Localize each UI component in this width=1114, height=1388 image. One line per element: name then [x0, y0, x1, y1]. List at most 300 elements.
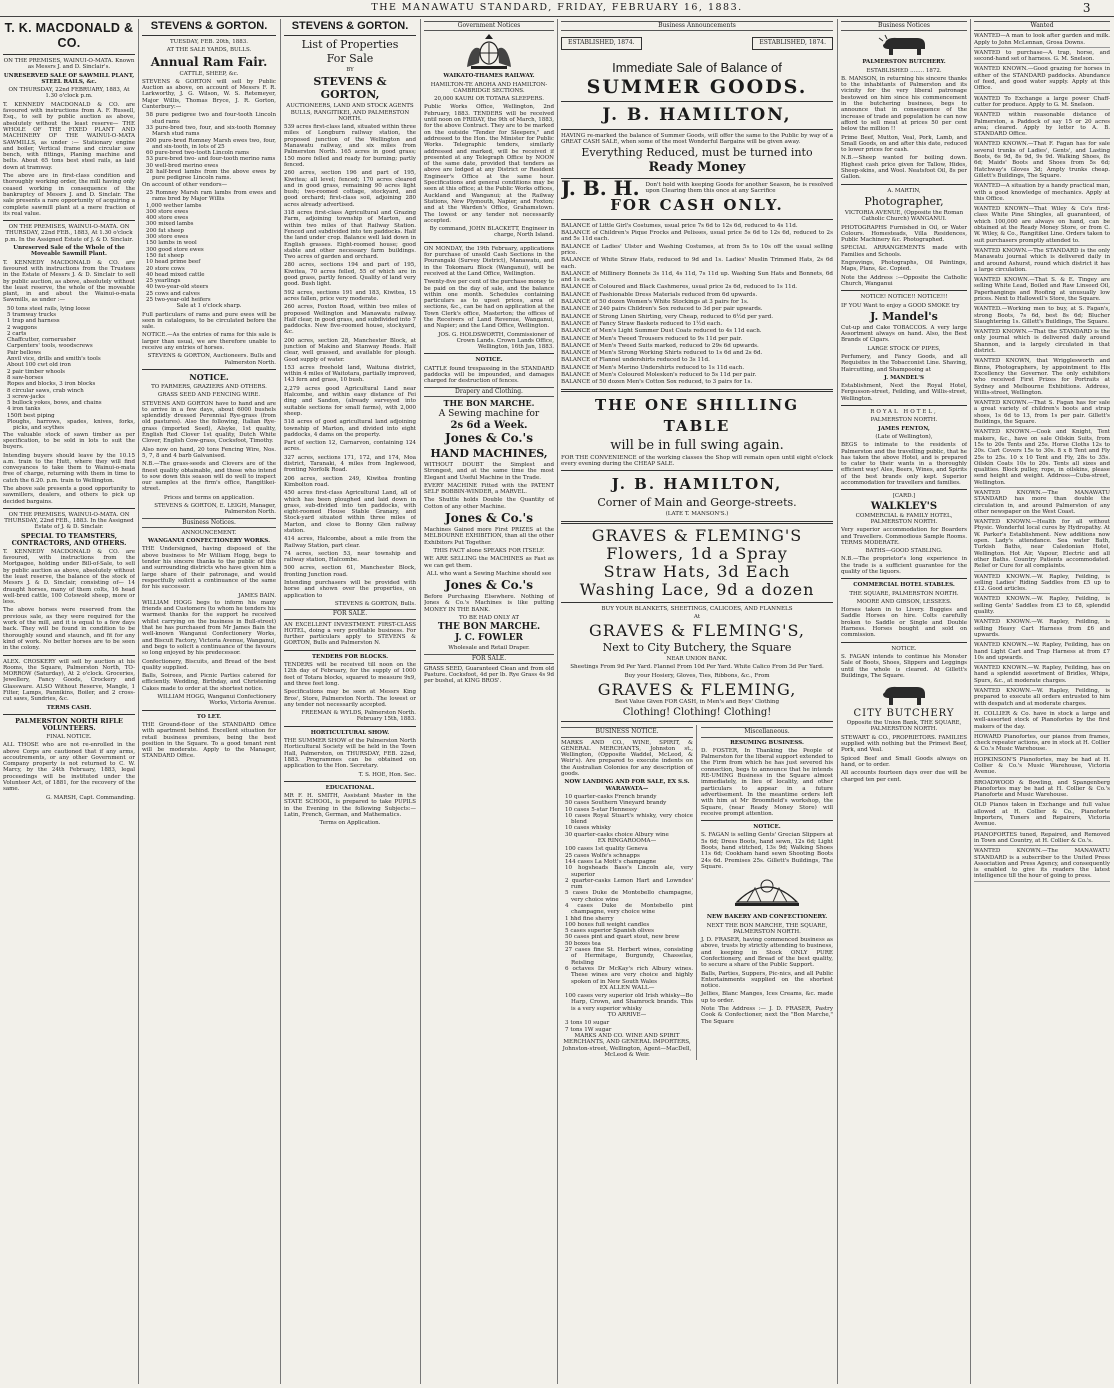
properties-title: List of Properties — [301, 38, 399, 51]
list-item: 150 fat sheep — [146, 252, 184, 259]
divider — [561, 129, 833, 130]
balance-item: BALANCE of Ladies' Ulster and Washing Costumes, at from 5s to 10s off the usual selling price. — [561, 243, 833, 256]
list-item: 10 head prime beef — [146, 259, 201, 266]
bakery-emblem-icon — [727, 872, 807, 912]
property-item: 450 acres first-class Agricultural Land, all of which has been ploughed and laid down in grass, sub-divided into ten paddocks, with eight-roomed House Stable Granary, and Stock-yard situated within three miles of Marton, and close to Bonny Glen railway station. — [284, 490, 416, 534]
list-item: 4 cases Duke de Montebello pint champagne, very choice wine — [565, 903, 693, 916]
column-rule — [420, 19, 421, 1384]
paragraph: RESUMING BUSINESS. — [730, 739, 804, 746]
marks-list — [561, 846, 693, 985]
list-item: 7 tons 1W sugar — [565, 1026, 612, 1033]
premises: ON THE PREMISES, WAINUI-O-MATA. Known as Messrs J. and D. Sinclair's. — [3, 58, 135, 71]
paragraph: T. KENNEDY MACDONALD & CO. are favoured with instructions from the Trustees in the Estate of Messrs J. & D. Sinclair to sell by public auction, as above, absolutely without the least reserve, the whole of the moveable plant, in and about the Wainui-o-mata Sawmills, as under :— — [3, 259, 135, 304]
paragraph: NEXT THE BON MARCHE, THE SQUARE, PALMERSTON NORTH. — [706, 922, 828, 935]
balance-item: BALANCE of Strong Linen Shirting, very Cheap, reduced to 6½d per yard. — [561, 313, 774, 320]
wanted-ad: H. COLLIER & Co. have in stock a large and well-assorted stock of Pianofortes by the first makers of the day. — [974, 711, 1110, 732]
paragraph: Machines Gained more First PRIZES at the MELBOURNE EXHIBITION, than all the other Exhibitors Put Together. — [424, 527, 554, 546]
photographer-heading: Photographer, — [864, 194, 944, 208]
paragraph: Unreserved Sale of the Whole of the Moveable Sawmill Plant. — [13, 245, 125, 258]
list-item: 2 pair timber whools — [7, 368, 65, 375]
paragraph: Engravings, Photographs, Oil Paintings, Maps, Plans, &c. Copied. — [841, 260, 967, 273]
list-item: 1 hhd fine sherry — [565, 915, 614, 922]
paragraph: BEGS to intimate to the residents of Palmerston and the travelling public, that he has taken the above Hotel, and is prepared to cater to their wants in a thoroughly efficient way! Ales, Beers, Wines, and Spirits of the best brands only kept. Superior accommodation for travellers and families. — [841, 442, 967, 487]
property-item: 414 acres, Halcombe, about a mile from the Railway Station, part clear. — [284, 536, 416, 549]
bon-marche-title: THE BON MARCHE. — [443, 397, 535, 408]
property-item: 518 acres of good agricultural land adjoining township of Marton, and divided into eight paddocks, 4 dams on the property. — [284, 419, 416, 438]
marks-list — [561, 993, 693, 1012]
next-to-butchery: Next to City Butchery, the Square — [602, 641, 792, 655]
wanted-ad: WANTED to purchase—A trap, horse, and second-hand set of harness. G. M. Snelson. — [974, 50, 1110, 65]
paragraph: EX RINGAROOMA— — [597, 838, 657, 845]
paragraph: TO LET. — [196, 713, 222, 720]
paragraph: MR F. H. SMITH, Assistant Master in the STATE SCHOOL, is prepared to take PUPILS in the Evening in the following Subjects:— Latin, French, German, and Mathematics. — [284, 793, 416, 818]
paragraph: IF YOU Want to enjoy a GOOD SMOKE try — [841, 302, 960, 309]
washing-lace-price: Washing Lace, 9d a dozen — [579, 579, 815, 599]
paragraph: WILLIAM HOGG begs to inform his many friends and Customers (to whom he tenders his warmest thanks for the support he received whilst carrying on the business in Bull-street) that he has purchased from Mr James Bain the well-known Wanganui Confectionery Works, and Biscuit Factory, Victoria Avenue, Wanganui, and begs to solicit a continuance of the favours so long enjoyed by his predecessor. — [142, 599, 276, 657]
paragraph: GRASS SEED AND FENCING WIRE. — [157, 392, 261, 399]
section-header: Drapery and Clothing. — [424, 387, 554, 397]
paragraph: Horses taken in to Livery. Buggies and Saddle Horses on hire. Colts carefully broken to Saddle or Single and Double Harness. Horses bought and sold on commission. — [841, 607, 967, 639]
paragraph: On account of other vendors— — [142, 181, 228, 188]
paragraph: B. MANSON, in returning his sincere thanks to the inhabitants of Palmerston and its vicinity for the very liberal patronage bestowed on him since his commencement in the butchering business, begs to announce that in consequence of the increase of trade and population he can now afford to sell meat at prices 50 per cent below the million !! — [841, 75, 967, 133]
paragraph: THE SUMMER SHOW of the Palmerston North Horticultural Society will be held in the Town Hall, Palmerston, on THURSDAY, FEB. 22nd, 1883. Programmes can be obtained on application to the Hon. Secretary. — [284, 738, 416, 770]
paragraph: (Late of Wellington), — [875, 433, 933, 440]
wanted-ad: PIANOFORTES tuned, Repaired, and Removed in Town and Country, at H. Collier & Co.'s. — [974, 832, 1110, 847]
stevens-name: STEVENS & GORTON, — [313, 75, 387, 102]
list-item: 10 cases 5-star Hennessy — [565, 806, 638, 813]
paragraph: Terms on Application. — [319, 820, 381, 827]
balance-item: BALANCE of 50 dozen Men's Cotton Sox reduced, to 3 pairs for 1s. — [561, 379, 753, 386]
list-item: 144 cases La Mott's champagne — [565, 858, 657, 865]
jbh-row — [561, 176, 833, 201]
paragraph: Prices and terms on application. — [163, 494, 255, 501]
list-item: 200 fat sheep — [146, 227, 184, 234]
paragraph: Jellies, Blanc Manges, Ices Creams, &c. made up to order. — [701, 991, 833, 1004]
list-item: 5 bullock yokes, bows, and chains — [7, 400, 102, 407]
bon-marche-title: THE BON MARCHE. — [437, 622, 541, 633]
paragraph: NOTICE.—As the entries of rams for this sale is larger than usual, we are therefore unable to receive any entries of horses. — [142, 332, 276, 352]
divider — [284, 650, 416, 651]
paragraph: THIS FACT alone SPEAKS FOR ITSELF. — [433, 547, 545, 554]
list-item: 1,000 wether lambs — [146, 202, 202, 209]
paragraph: Balls, Parties, Suppers, Pic-nics, and all Public Entertainments supplied on the shortest notice. — [701, 970, 833, 990]
paragraph: STEVENS & GORTON will sell by Public Auction as above, on account of Messrs F. R. Larkworthy, J. G. Wilson, W. S. Retemeyer, Major Willis, Thomas Bryce, J. R. Gorton, Canterbury:— — [142, 78, 276, 111]
list-item: 25 yearlings — [146, 278, 181, 285]
wanted-ad: WANTED KNOWN.—Cook and Knight, Tent makers, &c., have on sale Oilskin Suits, from 15s to 20s Tents and 25s. Horse Cloths 12s to 20s. Cart Covers 15s to 30s. 8 x 8 Tent and Fly 25s to 25s. 10 x 10 Tent and Fly, 28s to 35s. Oilskin Coats 10s to 20s. Tents all sizes and qualities. Block pulley, rope, in oilskins, please send height and weight. Address—Cuba-street, Wellington. — [974, 429, 1110, 488]
wanted-ad: WANTED KNOWN—That Wiley & Co's first-class White Pine Shingles, all guaranteed, of which 100,000 are always on hand, can be obtained at the Ready Money Store, or from C. W. Wiley, & Co., Rangitikei Line. Orders taken to suit purchasers promptly attended to. — [974, 206, 1110, 246]
list-item: 300 store ewes — [146, 208, 189, 215]
paragraph: COMMERCIAL HOTEL STABLES. — [853, 582, 955, 589]
divider — [142, 710, 276, 711]
list-item: 300 mixed lambs — [146, 221, 194, 228]
paragraph: BUY YOUR BLANKETS, SHEETINGS, CALICOES, AND FLANNELS — [601, 605, 793, 612]
wanted-ad: HOPKINSON'S Pianofortes, may be had at H. Collier & Co.'s Music Warehouse, Victoria Avenue. — [974, 757, 1110, 778]
paragraph: PALMERSTON BUTCHERY. — [862, 59, 946, 66]
list-item: 1 trap and harness — [7, 318, 60, 325]
balance-item: BALANCE of Men's Tweed Suits marked, reduced to 29s 6d upwards. — [561, 342, 759, 349]
list-item: 10 quarter-casks French brandy — [565, 793, 657, 800]
list-item: 40 head mixed cattle — [146, 271, 205, 278]
signature: By command, JOHN BLACKETT, Engineer in charge, North Island. — [429, 226, 554, 239]
paragraph: Establishment, Next the Royal Hotel, Fergusson-street, Feilding, and Willis-street, Wellington. — [841, 383, 967, 402]
section-header: Business Announcements — [561, 21, 833, 31]
signature: T. S. HOE, Hon. Sec. — [358, 771, 416, 778]
paragraph: PALMERSTON NORTH. — [870, 417, 938, 424]
balance-item: BALANCE of Men's Light Summer Dust Coats reduced to 4s 11d each. — [561, 328, 762, 335]
list-item: 300 good store ewes — [146, 246, 204, 253]
paragraph: N.B.—The grass-seeds and Clovers are of the finest quality obtainable, and those who intend to sow down this season will do well to inspect our samples at the firm's office, Rangitikei-street. — [142, 461, 276, 493]
list-item: 200 pure-bred Romney Marsh ewes two, four, and six-tooth, in lots of 25 — [146, 137, 276, 150]
wanted-ad: WANTED KNOWN.—W. Rapley, Feilding, is prepared to execute all orders entrusted to him with despatch and at moderate charges. — [974, 688, 1110, 709]
property-item: 318 acres first-class Agricultural and Grazing Farm, adjoining township of Marton, and within two miles of that Railway Station. Fenced and subdivided into ten paddocks. Half the land under crop. Balance well laid down in English grasses. Eight-roomed house; good stable and other necessary farm buildings. Two acres of garden and orchard. — [284, 210, 416, 261]
list-item: 50 cases Southern Vineyard brandy — [565, 800, 667, 807]
list-item: 50 cases pint and quart stout, new brew — [565, 934, 680, 941]
paragraph: JAMES FENTON, — [878, 425, 930, 432]
paragraph: D. FOSTER, In Thanking the People of Palmerston for the liberal support extended to the Firm from which he has just severed his connection, begs to announce that he intends RE-UMING Business in the Square almost immediately, in lieu of locality, and other particulars to appear in a future advertisement. In the meantime orders left with him at Mr Broomfield's workshop, the Square, (near Ready Money Store) will receive prompt attention. — [701, 747, 833, 817]
paragraph: THE Ground-floor of the STANDARD Office with apartment behind. Excellent situation for retail business premises, being the best position in the Square. To a good tenant rent will be moderate. Apply to the Manager, STANDARD Office. — [142, 721, 276, 760]
signature: WILLIAM HOGG, Wanganui Confectionery Works, Victoria Avenue. — [157, 694, 276, 707]
list-item: 4 iron tanks — [7, 406, 41, 413]
paragraph: GRASS SEED, Guaranteed Clean and from old Pasture. Cocksfoot, 4d per lb. Rye Grass 4s 9d per bushel, at KING BROS'. — [424, 665, 554, 685]
list-item: 28 half-bred lambs from the above ewes by pure pedigree Lincoln rams. — [146, 169, 276, 182]
wanted-ads — [974, 33, 1110, 881]
list-item: 53 pure-bred two- and four-tooth merino rams — [146, 156, 276, 163]
paragraph: [CARD.] — [892, 493, 916, 500]
jones-heading: Jones & Co.'s — [445, 578, 533, 593]
property-item: 74 acres, section 53, near township and railway station, Halcombe. — [284, 550, 416, 564]
balance-item: BALANCE of White Straw Hats, reduced to 9d and 1s. Ladies' Muslin Trimmed Hats, 2s 6d each. — [561, 257, 833, 270]
property-item: 206 acres, section 249, Kiwitea fronting Kimbolton road. — [284, 475, 416, 488]
paragraph: ALEX. CROSKERY will sell by auction at his Rooms, the Square, Palmerston North, TO-MORROW (Saturday), At 2 o'clock. Groceries, Jewellery, Fancy Goods, Crockery and Glassware. ALSO Without Reserve, Mangle, 1 Filter, Lamps, Pannikins, Boiler, and 2 cross-cut saws, Sundries, &c. — [3, 658, 135, 703]
list-item: 40 two-year-old steers — [146, 284, 209, 291]
bull-icon — [877, 33, 931, 57]
bottom-split — [561, 725, 833, 1060]
masthead — [0, 0, 1114, 17]
paragraph: J. D. FRASER, having commenced business as above, trusts by strictly attending to business, and keeping in Stock ONLY PURE Confectionery, and Bread of the best quality, to secure a share of the Public Support. — [701, 937, 833, 969]
property-list — [284, 124, 416, 578]
marks-list — [561, 794, 693, 838]
list-item: Ropes and blocks, 3 iron blocks — [7, 381, 96, 388]
signature: STEVENS & GORTON, E. LEIGH, Manager, Palmerston North. — [154, 503, 276, 516]
divider — [841, 290, 967, 291]
paragraph: THE SQUARE, PALMERSTON NORTH. — [849, 590, 959, 597]
balance-list — [561, 223, 833, 386]
list-item: 100 cases 1st quality Geneva — [565, 846, 648, 853]
list-item: 400 store ewes — [146, 215, 189, 222]
wanted-ad: WANTED KNOWN.—Health for all without Physic. Wonderful local cures by Hydropathy. At W. Parker's Establishment. New additions now open. Lady's attendance. Sea water Bath, Turkish Baths, near Caledonian Hotel, Wellington. Hot Air, Vapour, Electric and all other Baths. Country Patients accommodated. Relief or Cure for all complaints. — [974, 519, 1110, 571]
paragraph: WANGANUI CONFECTIONERY WORKS. — [148, 538, 270, 545]
divider — [284, 726, 416, 727]
heading-stevens: STEVENS & GORTON. — [150, 20, 268, 32]
wanted-ad: WANTED KNOWN.—W. Rapley, Feilding, is selling Gents' Saddles from £3 to £8, splendid quality. — [974, 596, 1110, 617]
column-rule — [138, 19, 139, 1384]
divider — [3, 220, 135, 221]
paragraph: HORTICULTURAL SHOW. — [310, 729, 390, 736]
paragraph: LARGE STOCK OF PIPES, — [867, 345, 941, 352]
property-item: 500 acres, section 61, Manchester Block, fronting Junction road. — [284, 565, 416, 578]
paragraph: NEAR UNION BANK. — [666, 656, 728, 663]
signature: JOS. G. HOLDSWORTH, Commissioner of Crown Lands. Crown Lands Office, Wellington, 16th Jan, 1883. — [438, 331, 554, 351]
wanted-ad: WANTED KNOWN.—That the STANDARD is the only journal which is delivered daily around Shannon, and is largely circulated in that district. — [974, 329, 1110, 356]
paragraph: TO FARMERS, GRAZIERS AND OTHERS. — [151, 383, 267, 390]
divider — [142, 35, 276, 36]
paragraph: Note the Address :—Opposite the Catholic Church, Wanganui — [841, 274, 967, 287]
walkley-heading: WALKLEY'S — [870, 500, 938, 512]
section-header: FOR SALE. — [424, 654, 554, 664]
clothing-heading: Clothing! Clothing! Clothing! — [622, 707, 772, 719]
property-item: 327 acres, sections 171, 172, and 174, Moa district, Taranaki, 4 miles from Inglewood, fronting Norfolk Road. — [284, 454, 416, 474]
list-item: 5 cases Duke de Montebello champagne, very choice wine — [565, 890, 693, 903]
paragraph: T. KENNEDY MACDONALD & CO. are favoured, with instructions from the Mortgagee, holding under Bill-of-Sale, to sell by public auction as above, absolutely without the least reserve, the balance of the stock of Messrs J. & D. Sinclair, consisting of— 14 draught horses, many of them colts, 16 head well-bred cattle, 100 Cotswold sheep, more or less. — [3, 548, 135, 606]
divider — [284, 781, 416, 782]
list-item: 150ft best piping — [7, 412, 55, 419]
list-item: 6 octaves Dr McKay's rich Albury wines. These wines are very choice and highly spoken of in New South Wales — [565, 965, 693, 985]
column-rule — [970, 19, 971, 1384]
property-item: 2,279 acres good Agricultural Land near Halcombe, and within easy distance of Fei ding and Sandon, (already surveyed into suitable sections for small farms), with 2,000 sheep. — [284, 385, 416, 417]
column-5 — [561, 19, 833, 1381]
section-header: FOR SALE. — [284, 609, 416, 619]
paragraph: Wholesale and Retail Draper. — [448, 645, 530, 652]
divider — [841, 489, 967, 490]
balance-item: BALANCE of Children's Pique Frocks and Pelisses, usual price 5s 6d to 12s 6d, reduced to 2s and 5s 11d each. — [561, 230, 833, 243]
divider — [142, 369, 276, 370]
list-item: 25 Romney Marsh ram lambs from ewes and rams bred by Major Willis — [146, 189, 276, 203]
list-item: Chaffcutter, cornerusher — [7, 337, 76, 344]
divider — [841, 184, 967, 185]
wanted-ad: WANTED KNOWN.—That F. Fagan has for sale several trunks of Ladies', Gents', and Lasting Boots, 6s 9d, 8s 9d, 9s 9d. Walking Shoes, 8s 6d; Maids' Boots and Shoes from 5s 6d; Hatchway's Gloves 3d; Ampty trunks cheap. Gillett's Buildings, The Square. — [974, 141, 1110, 181]
paragraph: Best Value Given FOR CASH, in Men's and Boys' Clothing — [614, 698, 780, 705]
paragraph: N.B.—Sheep wanted for boiling down. Highest cash price given for Tallow, Hides, Sheep-skins, and Wool. Neatsfoot Oil, 8s per Gallon. — [841, 155, 967, 181]
paragraph: Before Purchasing Elsewhere. Nothing of Jones & Co.'s Machines is like putting MONEY IN THE BANK. — [424, 594, 554, 613]
balance-item: BALANCE of Men's Merino Undershirts reduced to 1s 11d each. — [561, 364, 745, 371]
paragraph: CATTLE found trespassing in the STANDARD paddocks will be impounded, and damages charged for destruction of fences. — [424, 365, 554, 385]
graves-fleming-heading: GRAVES & FLEMING'S — [591, 525, 803, 545]
balance-item: BALANCE of Men's Strong Working Shirts reduced to 1s 6d and 2s 6d. — [561, 350, 763, 357]
paragraph: Note The Address :— J. D. FRASER, Pastry Cook & Confectioner, next the "Bon Marche," The Square — [701, 1006, 833, 1025]
column-1 — [3, 19, 135, 1381]
paragraph: NOTICE! NOTICE!! NOTICE!!! — [860, 294, 948, 301]
divider — [561, 470, 833, 471]
jones-heading: Jones & Co.'s — [445, 430, 533, 445]
paragraph: Buy your Hosiery, Gloves, Ties, Ribbons, &c., From — [624, 672, 770, 679]
ox-icon — [877, 681, 931, 707]
paragraph: 20,000 KAURI OR TOTARA SLEEPERS. — [434, 96, 544, 103]
divider — [3, 508, 135, 509]
list-item: 25 two-year-old heifers — [146, 296, 211, 303]
ram-list — [142, 112, 276, 181]
property-item: Part of section 12, Carnarvon, containing 124 acres. — [284, 440, 416, 453]
wanted-ad: WANTED KNOWN.—The MANAWATU STANDARD is a subscriber to the United Press Association and Press Agency, and consequently is enabled to give its readers the latest intelligence till the hour of going to press. — [974, 848, 1110, 881]
paragraph: PHOTOGRAPHS Furnished in Oil, or Water Colours. Homesteads, Villa Residences, Public Machinery &c. Photographed. — [841, 224, 967, 244]
balance-item: BALANCE of 50 dozen Women's White Stockings at 3 pairs for 1s. — [561, 299, 749, 306]
list-item: 50 tons steel rails, lying loose — [7, 305, 91, 312]
paragraph: S. FAGAN is selling Gents' Grecian Slippers at 5s 6d; Dress Boots, hand sewn, 12s 6d; Light Boots, hand stitched, 13s 9d; Walking Shoes 11s 6d; Cookham hand sewn Shooting Boots 24s 6d. Premises 25s. Gillett's Buildings, The Square. — [701, 832, 833, 870]
list-item: 20 store cows — [146, 265, 185, 272]
divider — [284, 35, 416, 36]
paragraph: The above horses were reserved from the previous sale, as they were required for the work of the mill, and it is equal to a few days back. They will be found in condition to be thoroughly sound and staunch, and fit for any kind of work. No better horses are to be seen in the colony. — [3, 607, 135, 652]
divider — [424, 242, 554, 243]
section-header: Business Notices. — [142, 518, 276, 528]
paragraph: The Shuttle holds Double the Quantity of Cotton of any other Machine. — [424, 497, 554, 510]
column-3 — [284, 19, 416, 1381]
divider — [561, 101, 833, 102]
hamilton-name: J. B. HAMILTON, — [611, 475, 783, 494]
wanted-ad: WANTED—A man to look after garden and milk. Apply to John McLennan, Grosa Downs. — [974, 33, 1110, 48]
paragraph: TUESDAY, FEB. 20th, 1883. — [169, 39, 249, 45]
list-item: 100 cases very superior old Irish whisky—Bo Harp, Crown, and Shamrock brands. This is a very superior whisky — [565, 993, 693, 1012]
list-item: 10 cases Royal Stuart's whisky, very choice blend — [565, 812, 693, 826]
divider — [561, 521, 833, 524]
paragraph: VICTORIA AVENUE, (Opposite the Roman Catholic Church) WANGANUI. — [844, 209, 964, 223]
paragraph: T. KENNEDY MACDONALD & CO. are favoured with instructions from A. F. Russell, Esq., to sell by public auction as above, absolutely without the least reserve— THE WHOLE OF THE FIXED PLANT AND MACHINERY OF THE WAINUI-O-MATA SAWMILLS, as under :— Stationary engine and boiler, Vertical frame and circular saw bench, with fittings, Planing machine and belts. About 65 tons best steel rails, as laid down at tramway. — [3, 101, 135, 171]
paragraph: PALMERSTON NORTH RIFLE VOLUNTEERS. — [15, 716, 123, 732]
established-row — [561, 37, 833, 49]
paragraph: HAMILTON-TE AROHA AND HAMILTON-CAMBRIDGE SECTIONS. — [430, 81, 548, 94]
divider — [3, 655, 135, 656]
wanted-ad: WANTED KNOWN.—That S. & E. Tingey are selling White Lead, Boiled and Raw Linseed Oil, Paperhangings and Roofing at unusually low prices. Next to Hallowell's Store, the Square. — [974, 277, 1110, 304]
paragraph: TENDERS will be received till noon on the 12th day of February, for the supply of 1000 feet of Totara blocks, squared to measure 9x9, and three feet long. — [284, 662, 416, 687]
jbh-initials: J. B. H. — [561, 176, 640, 201]
paragraph: ROYAL HOTEL, — [870, 409, 938, 416]
page-number: 3 — [1082, 1, 1092, 15]
paragraph: MOORE AND GIBSON, LESSEES. — [856, 598, 952, 605]
wanted-ad: WANTED KNOWN.—W. Rapley, Feilding, is selling Heavy Cart Harness from £6 and upwards. — [974, 619, 1110, 640]
shilling-table-heading: THE ONE SHILLING TABLE — [594, 395, 800, 435]
list-item: 27 cases fine St. Herbert wines, consisting of Hermitage, Burgundy, Chasselas, Reisling — [565, 947, 693, 966]
jones-heading: Jones & Co.'s — [445, 511, 533, 526]
graves-fleming-heading: GRAVES & FLEMING, — [597, 679, 797, 699]
paragraph: At — [693, 613, 701, 620]
property-item: 260 acres, Foxton Road, within two miles of proposed Wellington and Manawatu railway. Half clear, in good grass, and subdivided into 7 paddocks. New five-roomed house, stockyard, &c. — [284, 304, 416, 336]
hand-machines-heading: HAND MACHINES, — [430, 446, 548, 460]
divider — [561, 389, 833, 392]
divider — [841, 642, 967, 643]
wanted-ad: WANTED KNOWN.—Good grazing for horses in either of the STANDARD paddocks. Abundance of feed, and good water supply. Apply at this Office. — [974, 66, 1110, 93]
paragraph: EDUCATIONAL. — [325, 784, 375, 791]
masthead-title: THE MANAWATU STANDARD, FRIDAY, FEBRUARY 16, 1883. — [371, 2, 743, 13]
summer-goods-heading: SUMMER GOODS. — [586, 75, 808, 98]
paragraph: Balls, Soirees, and Picnic Parties catered for efficiently. Wedding, Birthday, and Christening Cakes made to order at the shortest notice. — [142, 673, 276, 692]
heading-stevens: STEVENS & GORTON. — [291, 20, 409, 32]
full-swing-heading: will be in full swing again. — [610, 437, 784, 453]
everything-reduced: Everything Reduced, must be turned into — [581, 146, 813, 160]
paragraph: MARKS AND CO., WINE, SPIRIT, & GENERAL MERCHANTS, Johnston st., Wellington, (Opposite Waddel, McLeod, & Weir's). Are prepared to execute indents on the Australian Colonies for any description of goods. — [561, 739, 693, 778]
paragraph: ANNOUNCEMENT. — [181, 529, 237, 536]
paragraph: TERMS CASH. — [46, 704, 92, 711]
paragraph: WAIKATO-THAMES RAILWAY. — [443, 73, 535, 80]
wanted-ad: WANTED KNOWN.—W. Rapley, Feilding, has on hand Light Cart and Trap Harness at from £7 10s and upwards. — [974, 642, 1110, 663]
paragraph: TO ARRIVE— — [607, 1012, 647, 1019]
flowers-price: Flowers, 1d a Spray — [606, 543, 788, 563]
signature: JAMES BAIN. — [238, 592, 276, 599]
list-item: 8 saw-horses — [7, 374, 44, 381]
property-item: 153 acres freehold land, Waituna district, within 4 miles of Waitotara, partially improved, 143 fern and grass, 10 bush. — [284, 364, 416, 384]
paragraph: S. FAGAN intends to continue his Monster Sale of Boots, Shoes, Slippers and Leggings until the whole is cleared. At Gillett's Buildings, The Square. — [841, 653, 967, 679]
balance-item: BALANCE of Little Girl's Costumes, usual price 7s 6d to 12s 6d, reduced to 4s 11d. — [561, 222, 798, 229]
paragraph: Spiced Beef and Small Goods always on hand, or to order. — [841, 755, 967, 768]
divider — [424, 353, 554, 354]
paragraph: ALL who want a Sewing Machine should see — [426, 570, 552, 577]
corner-address: Corner of Main and George-streets. — [597, 496, 797, 510]
paragraph: ON MONDAY, the 19th February, applications for purchase of unsold Cash Sections in the Pourangaki (Survey District), Manawatu, and in the Tokomaru Block (Wanganui), will be received at the Land Office, Wellington. — [424, 245, 554, 277]
paragraph: EVERY MACHINE Fitted with the PATENT SELF BOBBIN-WINDER, a MARVEL. — [424, 482, 554, 496]
paragraph: SPECIAL ARRANGEMENTS made with Families and Schools. — [841, 245, 967, 258]
balance-item: BALANCE of Flannel undershirts reduced to 3s 11d. — [561, 357, 710, 364]
list-item: 3 screw-jacks — [7, 393, 45, 400]
paragraph: ESTABLISHED ........ 1872. — [866, 67, 942, 74]
sewing-machine-heading: A Sewing machine for — [438, 408, 540, 419]
paragraph: Very superior accommodation for Boarders and Travellers. Commodious Sample Rooms. TERMS MODERATE. — [841, 527, 967, 546]
list-item: 25 cases Wolfe's schnapps — [565, 852, 640, 859]
property-item: 592 acres, sections 191 and 183, Kiwitea, 15 acres fallen, price very moderate. — [284, 289, 416, 302]
established-label: ESTABLISHED, 1874. — [561, 37, 642, 49]
wanted-ad: BROADWOOD & Bowling, and Spangenberg Pianofortes may be had at H. Collier & Co.'s Pianoforte and Music Warehouse. — [974, 780, 1110, 801]
property-item: 260 acres, section 196 and part of 195, Kiwitea; all level; fenced; 170 acres cleared and in good grass, remaining 90 acres light bush; two-roomed cottage, stockyard, and good orchard; first-class soil, adjoining 280 acres already advertised. — [284, 170, 416, 208]
cash-only-heading: FOR CASH ONLY. — [610, 195, 784, 214]
divider — [3, 54, 135, 55]
list-item: Anvil vice, drills and smith's tools — [7, 356, 101, 363]
sale-date: ON THURSDAY, 22nd FEBRUARY, 1883, At 1.30 o'clock p.m. — [8, 87, 130, 100]
paragraph: (LATE T. MANSON'S.) — [665, 511, 729, 518]
list-item: 10 hogsheads Bass's Lincoln ale, very superior — [565, 865, 693, 878]
paragraph: NOTICE. — [753, 824, 781, 831]
paragraph: Cut-up and Cake TOBACCOS. A very large Assortment always on hand. Also, the Best Brands of Cigars. — [841, 324, 967, 344]
paragraph: NOW LANDING AND FOR SALE, EX S.S. WARAWATA— — [564, 779, 690, 792]
balance-item: BALANCE of Men's Coloured Molesken's reduced to 5s 11d per pair. — [561, 372, 757, 379]
paragraph: J. MANDEL'S — [884, 374, 924, 381]
column-4 — [424, 19, 554, 1381]
paragraph: Sale at 1 o'clock sharp. — [176, 303, 242, 310]
signature: STEVENS & GORTON, Bulls. — [334, 600, 416, 607]
heading-macdonald: T. K. MACDONALD & CO. — [4, 21, 134, 50]
for-sale-title: For Sale — [326, 52, 374, 65]
balance-item: BALANCE of Coloured and Black Cashmeres, usual price 2s 6d, reduced to 1s 11d. — [561, 284, 798, 291]
paragraph: FINAL NOTICE. — [46, 733, 92, 740]
paragraph: CATTLE, SHEEP, &c. — [179, 70, 239, 77]
section-header: Wanted — [974, 21, 1110, 31]
paragraph: Full particulars of rams and pure ewes will be seen in catalogues, to be circulated before the sale. — [142, 311, 276, 331]
list-item: 33 pure-bred two, four, and six-tooth Romney Marsh stud rams — [146, 124, 276, 138]
ready-money: Ready Money — [648, 160, 746, 176]
sale-heading: Immediate Sale of Balance of — [612, 59, 782, 75]
paragraph: NOTICE. — [475, 357, 503, 364]
section-header: Business Notices — [841, 21, 967, 31]
list-item: 2 waggons — [7, 324, 37, 331]
stock-list — [142, 190, 276, 303]
plant-list — [3, 306, 135, 432]
paragraph: WITHOUT DOUBT the Simplest and Strongest, and at the same time the most Elegant and Useful Machine in the Trade. — [424, 461, 554, 481]
list-item: 50 boxes tea — [565, 940, 601, 947]
wanted-ad: WANTED To Exchange a large power Chaff-cutter for produce. Apply to G. M. Snelson. — [974, 96, 1110, 111]
mandel-heading: J. Mandel's — [870, 309, 938, 323]
paragraph: All accounts fourteen days over due will be charged ten per cent. — [841, 770, 967, 783]
paragraph: ON THE PREMISES, WAINUI-O-MATA. ON THURSDAY, 22nd FEB., 1883. In the Assigned Estate of J. & D. Sinclair. — [4, 511, 134, 531]
notice-heading: NOTICE. — [189, 371, 229, 382]
column-2 — [142, 19, 276, 1381]
paragraph: Sheetings From 9d Per Yard. Flannel From 10d Per Yard. White Calico From 3d Per Yard. — [570, 664, 824, 671]
wanted-ad: WANTED KNOWN, that Wrigglesworth and Binns, Photographers, by appointment to His Excellency the Governor. The only exhibitors who received First Prizes for Portraits at Sydney and Melbourne Exhibitions. Address, Willis-street, Wellington. — [974, 358, 1110, 398]
ram-fair-title: Annual Ram Fair. — [150, 54, 268, 69]
wanted-ad: WANTED KNOWN.—W. Rapley, Feilding, is selling Ladies' Riding Saddles from £5 up to £12. Good articles. — [974, 574, 1110, 595]
paragraph: BATHS—GOOD STABLING. — [865, 548, 943, 555]
divider — [561, 219, 833, 220]
paragraph: BY — [346, 67, 354, 73]
price-heading: 2s 6d a Week. — [450, 419, 528, 431]
wanted-ad: WANTED KNOWN.—The MANAWATU STANDARD has more than double the circulation in, and around Palmerston of any other newspaper on the West Coast. — [974, 490, 1110, 517]
list-item: Carpenters' tools, woodscrews — [7, 343, 93, 350]
list-item: 5 tramway trucks — [7, 311, 57, 318]
column-6 — [701, 725, 833, 1060]
